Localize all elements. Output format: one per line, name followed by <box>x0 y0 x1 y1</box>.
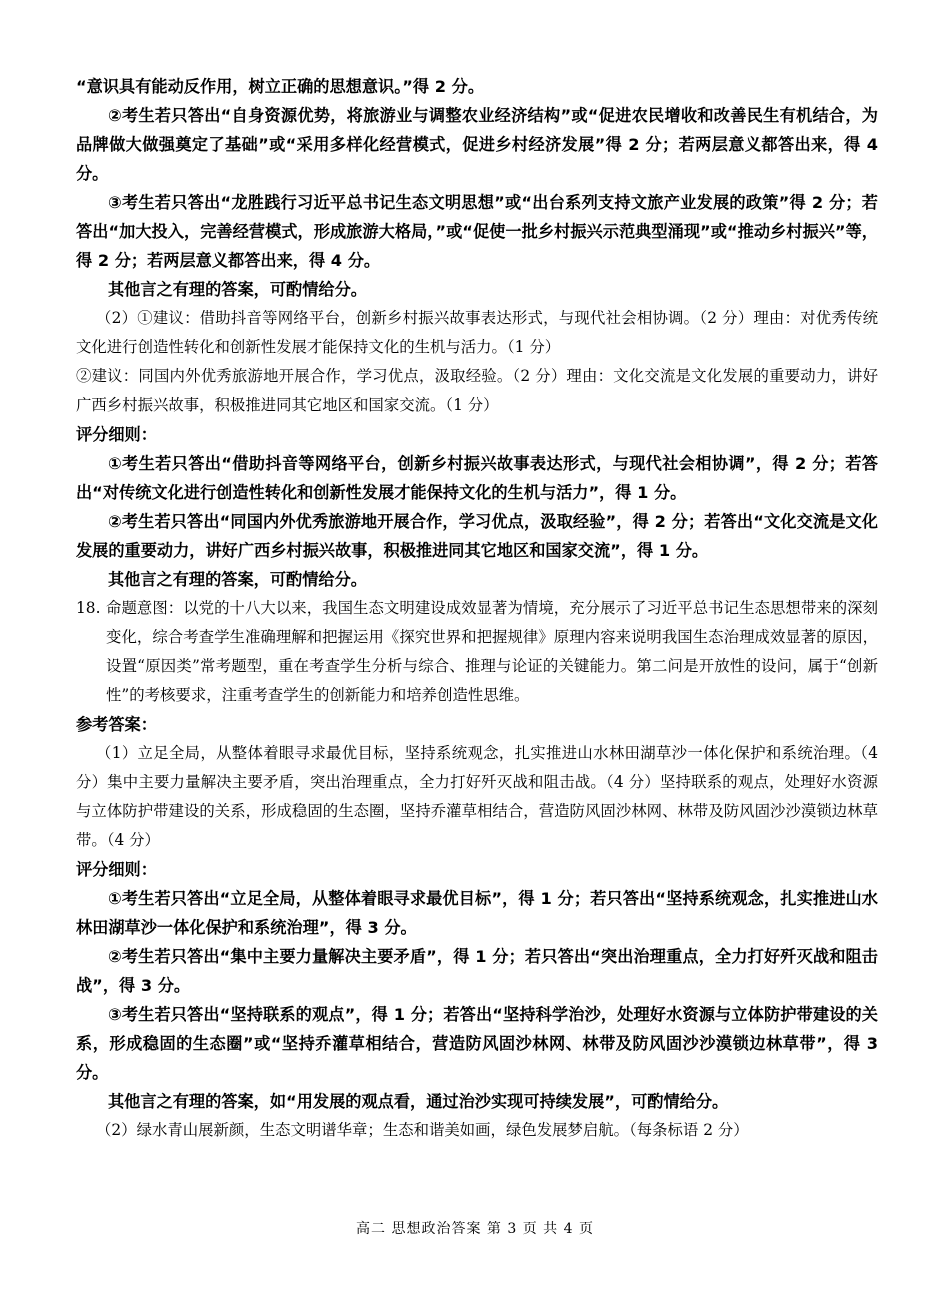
paragraph-q2-rule-1: ①考生若只答出“借助抖音等网络平台，创新乡村振兴故事表达形式，与现代社会相协调”，得 2 分；若答出“对传统文化进行创造性转化和创新性发展才能保持文化的生机与活力”，得 1 分。 <box>76 454 878 502</box>
paragraph-other-answers: 其他言之有理的答案，可酌情给分。 <box>108 570 367 589</box>
paragraph-reference-answer-1: （1）立足全局，从整体着眼寻求最优目标，坚持系统观念，扎实推进山水林田湖草沙一体化保护和系统治理。（4 分）集中主要力量解决主要矛盾，突出治理重点，全力打好歼灭战和阻击战。（4 分）坚持联系的观点，处理好水资源与立体防护带建设的关系，形成稳固的生态圈，坚持乔灌草相结合，营造防风固沙林网、林带及防风固沙沙漠锁边林草带。（4 分） <box>76 744 878 849</box>
paragraph-other-answers: 其他言之有理的答案，如“用发展的观点看，通过治沙实现可持续发展”，可酌情给分。 <box>108 1092 729 1111</box>
paragraph-other-answers: 其他言之有理的答案，可酌情给分。 <box>108 280 367 299</box>
paragraph-q2-suggestion-2: ②建议：同国内外优秀旅游地开展合作，学习优点，汲取经验。（2 分）理由：文化交流是文化发展的重要动力，讲好广西乡村振兴故事，积极推进同其它地区和国家交流。（1 分） <box>76 367 878 414</box>
page-content <box>76 72 878 1145</box>
paragraph-q2-suggestion-1: （2）①建议：借助抖音等网络平台，创新乡村振兴故事表达形式，与现代社会相协调。（2 分）理由：对优秀传统文化进行创造性转化和创新性发展才能保持文化的生机与活力。（1 分） <box>76 309 878 356</box>
paragraph-q18-rule-3: ③考生若只答出“坚持联系的观点”，得 1 分；若答出“坚持科学治沙，处理好水资源与立体防护带建设的关系，形成稳固的生态圈”或“坚持乔灌草相结合，营造防风固沙林网、林带及防风固沙沙漠锁边林草带”，得 3 分。 <box>76 1005 878 1082</box>
heading-scoring-rules: 评分细则： <box>76 425 157 444</box>
question-18-intent <box>76 594 878 710</box>
heading-scoring-rules: 评分细则： <box>76 860 157 879</box>
page-footer: 高二 思想政治答案 第 3 页 共 4 页 <box>356 1221 594 1237</box>
question-number: 18. <box>76 599 101 617</box>
paragraph-q2-rule-2: ②考生若只答出“同国内外优秀旅游地开展合作，学习优点，汲取经验”，得 2 分；若答出“文化交流是文化发展的重要动力，讲好广西乡村振兴故事，积极推进同其它地区和国家交流”，得 1 分。 <box>76 512 878 560</box>
paragraph-rule-2: ②考生若只答出“自身资源优势，将旅游业与调整农业经济结构”或“促进农民增收和改善民生有机结合，为品牌做大做强奠定了基础”或“采用多样化经营模式，促进乡村经济发展”得 2 分；若两层意义都答出来，得 4 分。 <box>76 106 878 183</box>
paragraph-q18-rule-2: ②考生若只答出“集中主要力量解决主要矛盾”，得 1 分；若只答出“突出治理重点，全力打好歼灭战和阻击战”，得 3 分。 <box>76 947 878 995</box>
paragraph-continued-point: “意识具有能动反作用，树立正确的思想意识。”得 2 分。 <box>76 77 485 96</box>
paragraph-q18-part-2-answer: （2）绿水青山展新颜，生态文明谱华章；生态和谐美如画，绿色发展梦启航。（每条标语 2 分） <box>96 1121 749 1139</box>
paragraph-question-intent: 命题意图：以党的十八大以来，我国生态文明建设成效显著为情境，充分展示了习近平总书记生态思想带来的深刻变化，综合考查学生准确理解和把握运用《探究世界和把握规律》原理内容来说明我国生态治理成效显著的原因，设置“原因类”常考题型，重在考查学生分析与综合、推理与论证的关键能力。第二问是开放性的设问，属于“创新性”的考核要求，注重考查学生的创新能力和培养创造性思维。 <box>106 599 878 704</box>
heading-reference-answer: 参考答案： <box>76 715 157 734</box>
paragraph-rule-3: ③考生若只答出“龙胜践行习近平总书记生态文明思想”或“出台系列支持文旅产业发展的政策”得 2 分；若答出“加大投入，完善经营模式，形成旅游大格局，”或“促使一批乡村振兴示范典型涌现”或“推动乡村振兴”等，得 2 分；若两层意义都答出来，得 4 分。 <box>76 193 878 270</box>
paragraph-q18-rule-1: ①考生若只答出“立足全局，从整体着眼寻求最优目标”，得 1 分；若只答出“坚持系统观念，扎实推进山水林田湖草沙一体化保护和系统治理”，得 3 分。 <box>76 889 878 937</box>
